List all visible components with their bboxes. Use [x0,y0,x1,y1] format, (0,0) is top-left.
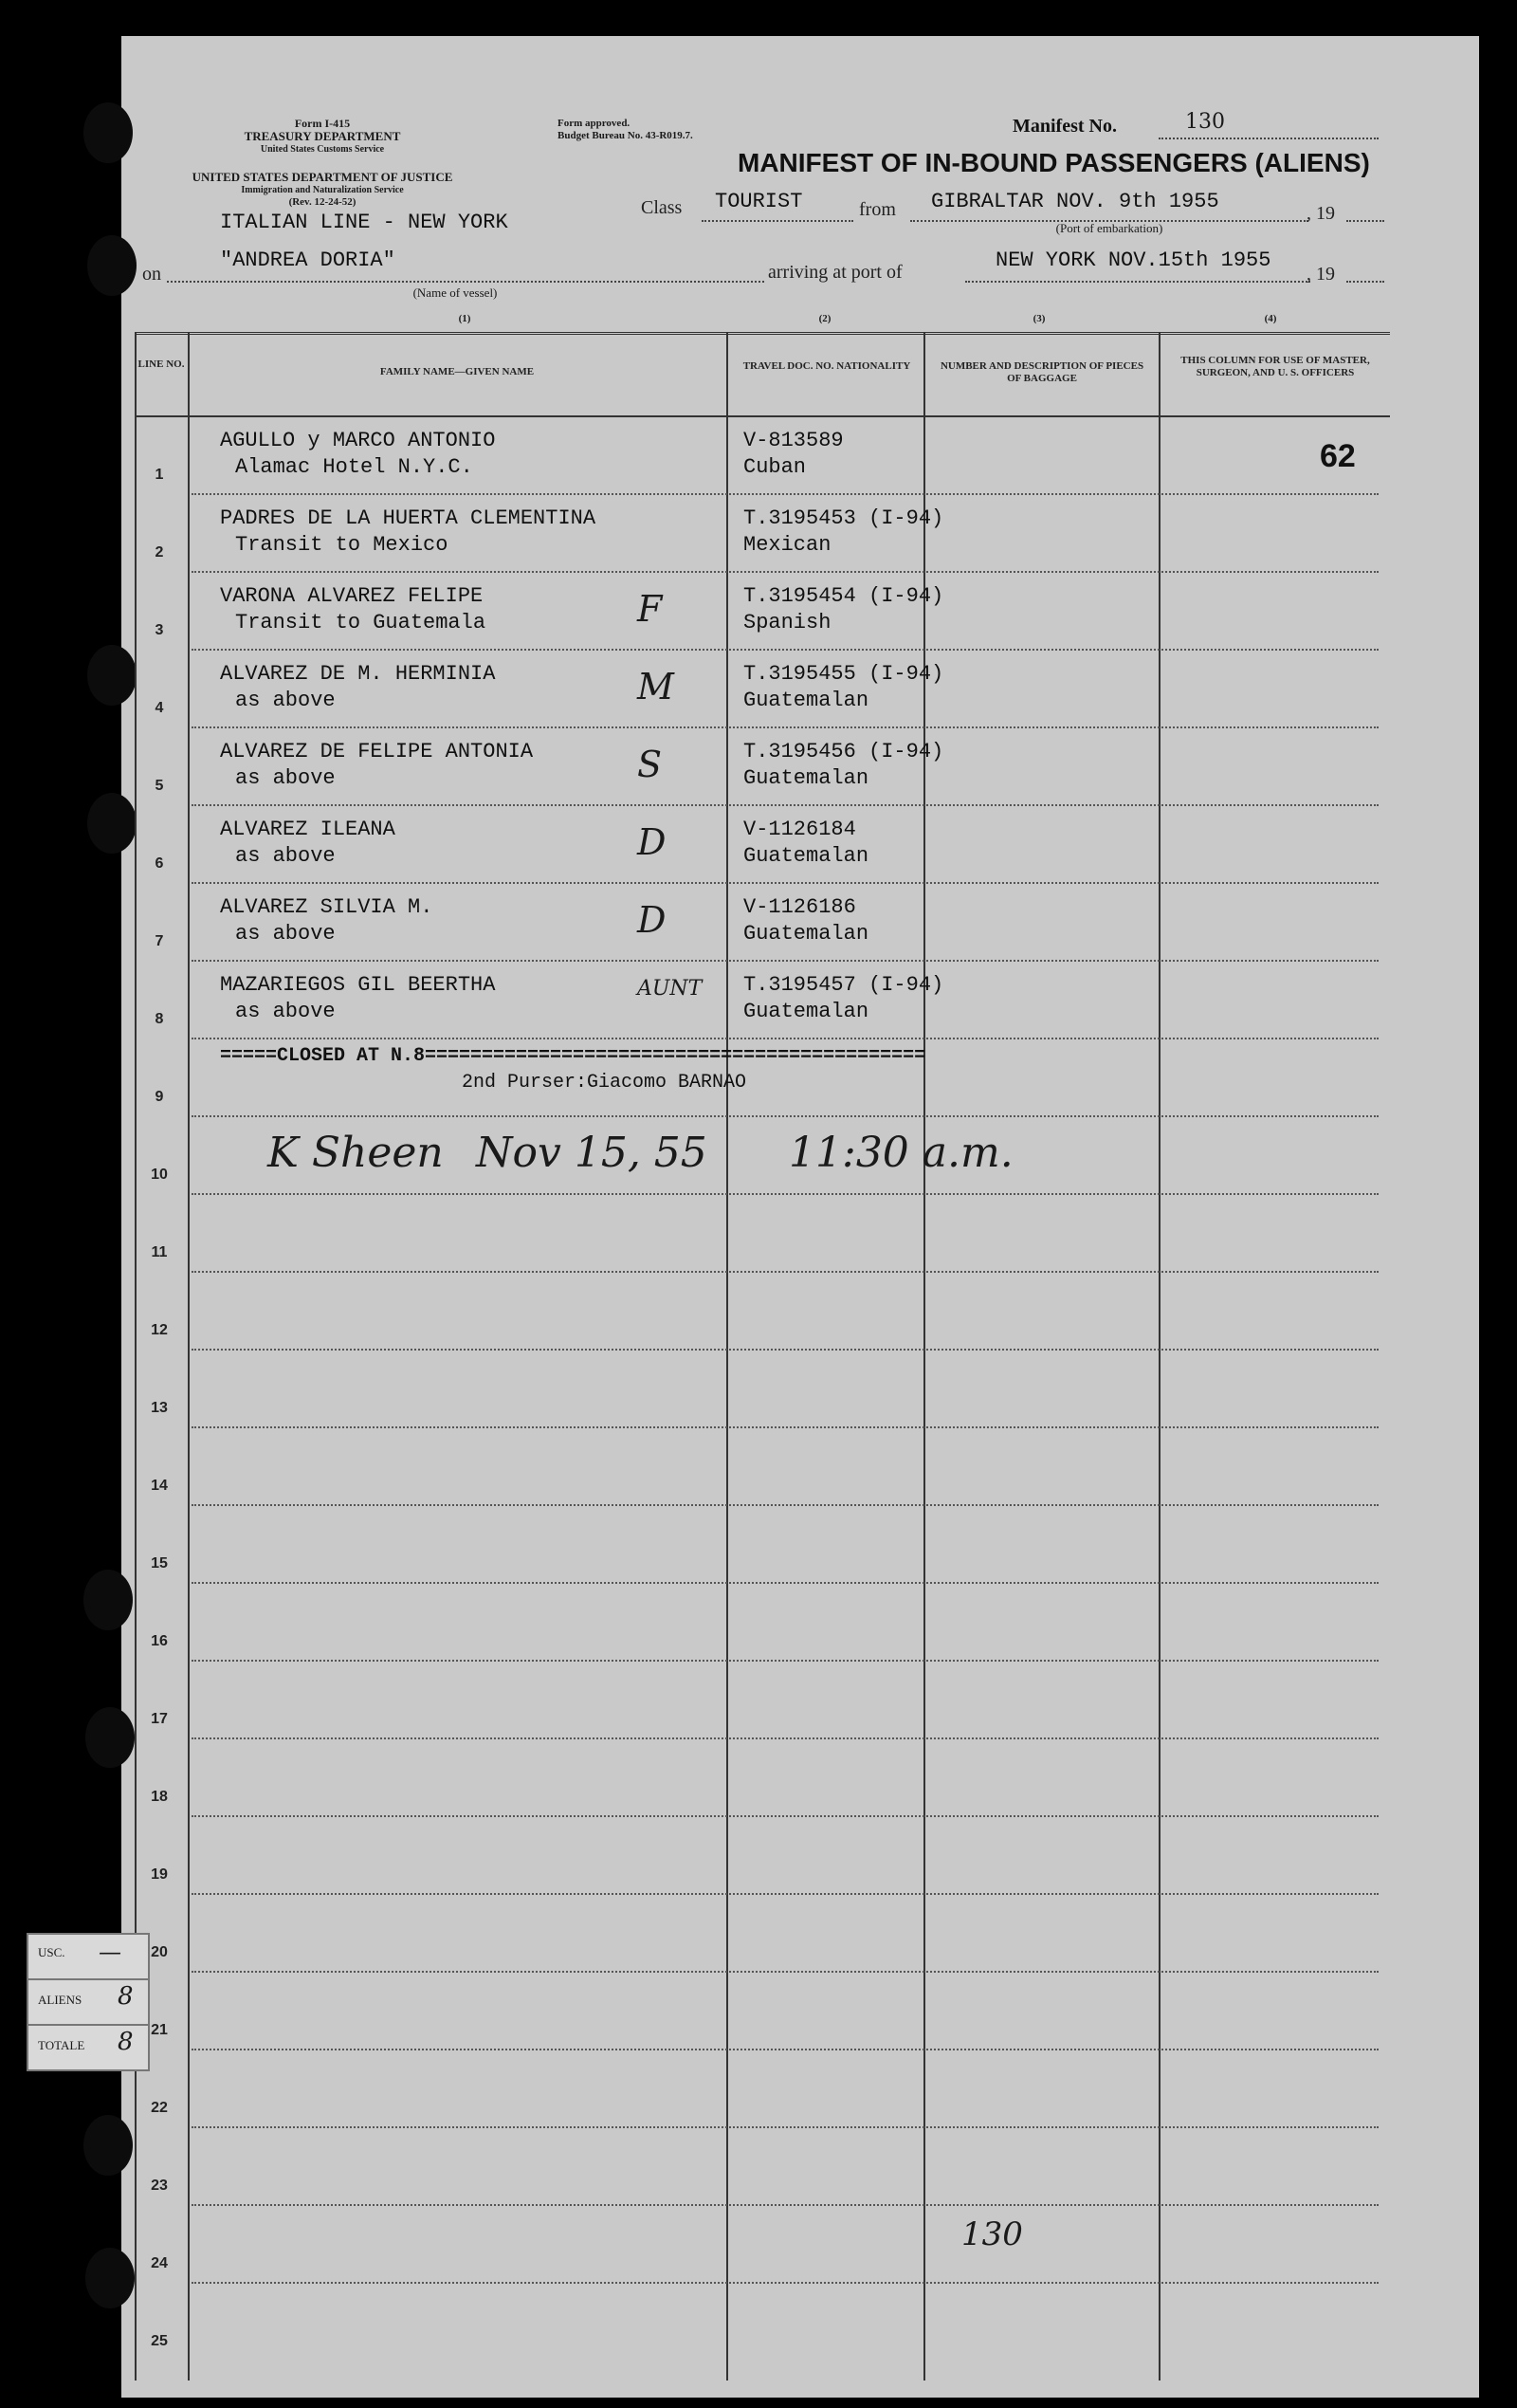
row-rule [192,726,1379,728]
treasury-dept: TREASURY DEPARTMENT [244,129,401,143]
line-number: 12 [151,1322,168,1338]
row-rule [192,649,1379,651]
row-rule [192,804,1379,806]
row-rule [192,1271,1379,1273]
arriving-label: arriving at port of [768,262,903,283]
passenger-note: as above [235,844,336,868]
from-value: GIBRALTAR NOV. 9th 1955 [931,190,1219,213]
budget-bureau: Budget Bureau No. 43-R019.7. [557,130,693,141]
year-suffix-2: , 19 [1307,264,1335,285]
passenger-name: AGULLO y MARCO ANTONIO [220,429,496,452]
col-num-1: (1) [458,313,471,324]
binder-hole [85,2248,135,2308]
col-divider-baggage [1159,332,1161,2380]
year-line [1346,220,1384,222]
totale-label: TOTALE [38,2038,85,2052]
line-number: 15 [151,1555,168,1572]
table-top-border [135,332,1390,335]
bottom-manifest-note: 130 [961,2215,1023,2253]
row-rule [192,2204,1379,2206]
travel-doc-no: V-1126186 [743,895,856,919]
closed-line: =====CLOSED AT N.8============================================ [220,1045,926,1067]
travel-doc-no: T.3195457 (I-94) [743,973,944,997]
signature-time: 11:30 a.m. [789,1129,1014,1177]
ins-service: Immigration and Naturalization Service [241,185,404,195]
binder-hole [87,793,137,854]
signature-name: K Sheen [267,1129,444,1177]
row-rule [192,1893,1379,1895]
travel-doc-no: T.3195456 (I-94) [743,740,944,763]
row-rule [192,960,1379,962]
passenger-note: as above [235,689,336,712]
relation-mark: D [637,821,667,863]
aliens-label: ALIENS [38,1993,82,2007]
year-suffix: , 19 [1307,203,1335,224]
travel-doc-no: T.3195453 (I-94) [743,506,944,530]
row-rule [192,1349,1379,1351]
line-number: 3 [155,622,164,638]
nationality: Cuban [743,455,807,479]
usc-value: — [99,1939,121,1965]
line-number: 22 [151,2100,168,2116]
passenger-note: as above [235,766,336,790]
binder-hole [85,1707,135,1768]
header-line-no: LINE NO. [137,358,185,370]
line-number: 25 [151,2333,168,2349]
line-number: 5 [155,778,164,794]
row-rule [192,1115,1379,1117]
line-number: 18 [151,1789,168,1805]
from-label: from [859,199,896,220]
header-bottom-border [135,415,1390,417]
passenger-name: MAZARIEGOS GIL BEERTHA [220,973,496,997]
row-rule [192,2049,1379,2050]
row-rule [192,1193,1379,1195]
nationality: Guatemalan [743,1000,869,1023]
line-number: 10 [151,1167,168,1183]
travel-doc-no: T.3195455 (I-94) [743,662,944,686]
usc-tally-box [27,1933,150,1980]
row-rule [192,1815,1379,1817]
signature-date: Nov 15, 55 [476,1129,707,1177]
line-number: 11 [151,1244,168,1260]
passenger-note: as above [235,1000,336,1023]
header-officers: THIS COLUMN FOR USE OF MASTER, SURGEON, AND U. S. OFFICERS [1180,355,1370,378]
class-label: Class [641,197,683,218]
aliens-tally-box [27,1978,150,2026]
line-number: 17 [151,1711,168,1727]
row-rule [192,1971,1379,1973]
totale-value: 8 [118,2028,134,2056]
row-rule [192,493,1379,495]
nationality: Spanish [743,611,832,634]
vessel-caption: (Name of vessel) [412,285,498,300]
year-line-2 [1346,281,1384,283]
line-number: 7 [155,933,164,949]
row-rule [192,1582,1379,1584]
row-rule [192,882,1379,884]
totale-tally-box [27,2024,150,2071]
vessel-line [167,281,764,283]
col-num-3: (3) [1033,313,1046,324]
binder-hole [87,235,137,296]
line-number: 4 [155,700,164,716]
class-value: TOURIST [715,190,803,213]
row-rule [192,1038,1379,1039]
col-divider-doc [923,332,925,2380]
passenger-name: PADRES DE LA HUERTA CLEMENTINA [220,506,596,530]
travel-doc-no: V-1126184 [743,818,856,841]
col-divider-line-no [188,332,190,2380]
nationality: Guatemalan [743,922,869,946]
class-line [702,220,853,222]
binder-hole [83,1570,133,1630]
aliens-value: 8 [118,1982,134,2011]
row-rule [192,1660,1379,1662]
passenger-name: ALVAREZ DE M. HERMINIA [220,662,496,686]
header-baggage: NUMBER AND DESCRIPTION OF PIECES OF BAGGAGE [940,360,1144,384]
relation-mark: F [637,588,663,630]
header-name: FAMILY NAME—GIVEN NAME [379,366,535,377]
row-rule [192,2282,1379,2284]
relation-mark: S [637,744,663,785]
passenger-note: Transit to Guatemala [235,611,486,634]
row-rule [192,1426,1379,1428]
vessel-name: "ANDREA DORIA" [220,248,395,272]
line-number: 16 [151,1633,168,1649]
col-num-4: (4) [1264,313,1277,324]
passenger-note: Transit to Mexico [235,533,448,557]
row-rule [192,1737,1379,1739]
passenger-note: as above [235,922,336,946]
relation-mark: D [637,899,667,941]
passenger-name: ALVAREZ ILEANA [220,818,395,841]
row-rule [192,571,1379,573]
line-number: 8 [155,1011,164,1027]
relation-mark: M [637,666,674,708]
shipping-line: ITALIAN LINE - NEW YORK [220,211,508,234]
usc-label: USC. [38,1945,65,1959]
manifest-no-value: 130 [1185,110,1225,134]
col-num-2: (2) [818,313,832,324]
travel-doc-no: V-813589 [743,429,844,452]
line-number: 9 [155,1089,164,1105]
purser-line: 2nd Purser:Giacomo BARNAO [462,1072,747,1094]
nationality: Guatemalan [743,844,869,868]
customs-service: United States Customs Service [260,144,385,155]
binder-hole [83,102,133,163]
port-embarkation-caption: (Port of embarkation) [1055,221,1163,235]
binder-hole [87,645,137,706]
form-approved: Form approved. [557,118,631,129]
line-number: 13 [151,1400,168,1416]
binder-hole [83,2115,133,2176]
arrival-line [965,281,1310,283]
table-left-border [135,332,137,2380]
header-travel-doc: TRAVEL DOC. NO. NATIONALITY [742,360,911,372]
line-number: 19 [151,1866,168,1883]
revision-date: (Rev. 12-24-52) [288,196,356,208]
nationality: Guatemalan [743,689,869,712]
justice-dept: UNITED STATES DEPARTMENT OF JUSTICE [192,170,453,184]
passenger-name: ALVAREZ SILVIA M. [220,895,433,919]
passenger-note: Alamac Hotel N.Y.C. [235,455,473,479]
passenger-name: ALVAREZ DE FELIPE ANTONIA [220,740,534,763]
line-number: 24 [151,2255,168,2271]
line-number: 14 [151,1478,168,1494]
form-title: MANIFEST OF IN-BOUND PASSENGERS (ALIENS) [738,148,1370,177]
col-divider-name [726,332,728,2380]
relation-mark: AUNT [637,977,703,1001]
form-number: Form I-415 [294,117,351,130]
nationality: Guatemalan [743,766,869,790]
row-rule [192,1504,1379,1506]
row-rule [192,2126,1379,2128]
line-number: 21 [151,2022,168,2038]
manifest-no-line [1159,138,1379,139]
nationality: Mexican [743,533,832,557]
line-number: 2 [155,544,164,561]
officer-number: 62 [1320,438,1356,474]
arrival-value: NEW YORK NOV.15th 1955 [996,248,1271,272]
line-number: 1 [155,467,164,483]
travel-doc-no: T.3195454 (I-94) [743,584,944,608]
line-number: 20 [151,1944,168,1960]
manifest-no-label: Manifest No. [1013,116,1117,137]
line-number: 6 [155,855,164,872]
line-number: 23 [151,2178,168,2194]
on-label: on [142,264,161,285]
manifest-table [135,332,1390,2380]
passenger-name: VARONA ALVAREZ FELIPE [220,584,484,608]
